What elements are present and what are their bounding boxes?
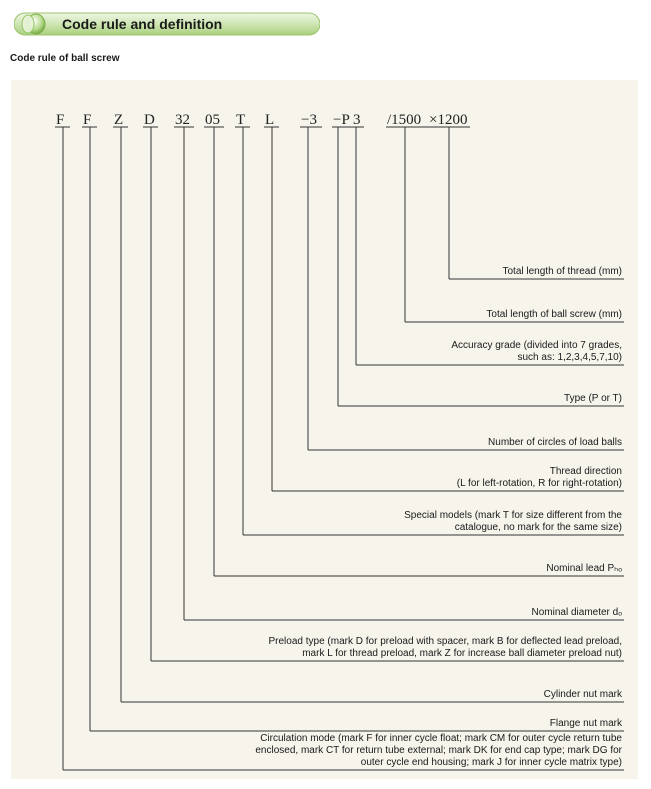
definition-text: enclosed, mark CT for return tube external; mark DK for end cap type; mark DG for (255, 745, 622, 756)
code-part-thr: ×1200 (429, 112, 468, 128)
code-part-f1: F (56, 112, 65, 128)
definition-text: Preload type (mark D for preload with spacer, mark B for deflected lead preload, (268, 636, 622, 647)
definition-text: Accuracy grade (divided into 7 grades, (451, 340, 622, 351)
definition-text: Flange nut mark (549, 718, 622, 729)
definition-text: Circulation mode (mark F for inner cycle float; mark CM for outer cycle return tube (260, 733, 622, 744)
section-title-bar (14, 12, 320, 36)
definition-text: Type (P or T) (564, 393, 622, 404)
code-part-len: /1500 (387, 112, 422, 128)
definition-text: such as: 1,2,3,4,5,7,10) (517, 352, 622, 363)
definition-text: outer cycle end housing; mark J for inner cycle matrix type) (360, 757, 622, 768)
code-part-g3: 3 (353, 112, 361, 128)
green-pill-bullet-icon (22, 14, 45, 34)
section-subtitle: Code rule of ball screw (10, 53, 120, 64)
code-part-z: Z (114, 112, 124, 128)
definition-text: Total length of thread (mm) (502, 266, 622, 277)
definition-text: mark L for thread preload, mark Z for increase ball diameter preload nut) (302, 648, 622, 659)
definition-text: Nominal diameter dₒ (531, 607, 622, 618)
code-rule-panel (11, 80, 638, 779)
definition-text: catalogue, no mark for the same size) (454, 522, 622, 533)
code-part-n3: −3 (301, 112, 317, 128)
code-part-f2: F (83, 112, 92, 128)
definition-text: Total length of ball screw (mm) (486, 309, 622, 320)
code-part-d32: 32 (175, 112, 190, 128)
code-part-d05: 05 (205, 112, 220, 128)
definition-text: Special models (mark T for size different from the (404, 510, 622, 521)
code-part-p: −P (333, 112, 350, 128)
page-title: Code rule and definition (62, 16, 223, 32)
code-part-d: D (144, 112, 155, 128)
code-part-l: L (265, 112, 275, 128)
code-rule-diagram (11, 80, 638, 779)
definition-text: Thread direction (549, 466, 622, 477)
definition-text: (L for left-rotation, R for right-rotation) (456, 478, 622, 489)
definition-text: Cylinder nut mark (543, 689, 622, 700)
definition-text: Nominal lead Pₕₒ (546, 563, 622, 574)
code-part-t: T (236, 112, 246, 128)
definition-text: Number of circles of load balls (488, 437, 622, 448)
